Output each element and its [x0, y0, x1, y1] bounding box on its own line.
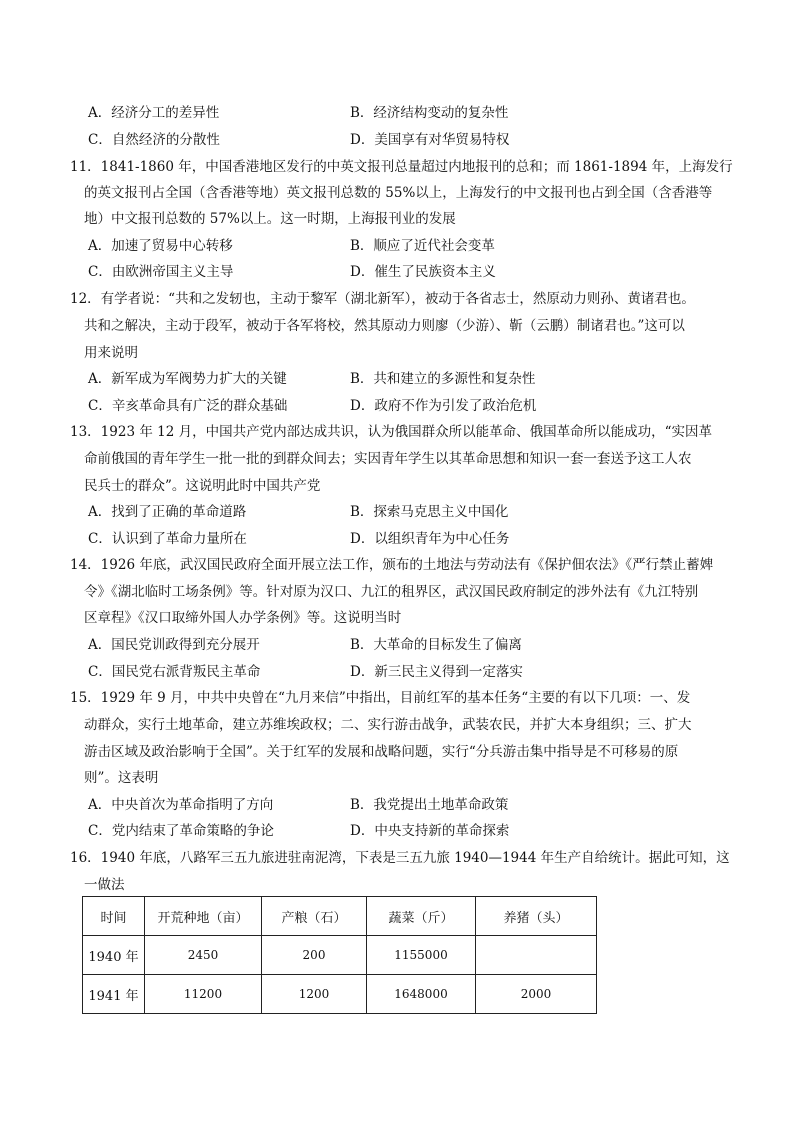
q12-option-b: B．共和建立的多源性和复杂性 — [350, 371, 536, 387]
q11-option-a: A．加速了贸易中心转移 — [88, 238, 233, 254]
q12-option-d: D．政府不作为引发了政治危机 — [350, 398, 537, 414]
q15-stem-line-4: 则”。这表明 — [84, 770, 159, 786]
q11-stem-line-1: 11．1841-1860 年，中国香港地区发行的中英文报刊总量超过内地报刊的总和；而 1861-1894 年，上海发行 — [70, 159, 733, 175]
q13-stem-line-3: 民兵士的群众”。这说明此时中国共产党 — [84, 478, 321, 494]
table-header-cell: 产粮（石） — [262, 897, 367, 936]
table-cell: 200 — [262, 936, 367, 975]
q11-option-d: D．催生了民族资本主义 — [350, 264, 496, 280]
table-cell: 1155000 — [367, 936, 476, 975]
table-cell: 1200 — [262, 975, 367, 1014]
q16-stem-line-2: 一做法 — [84, 877, 125, 893]
q13-option-d: D．以组织青年为中心任务 — [350, 531, 510, 547]
q12-stem-line-3: 用来说明 — [84, 345, 138, 361]
q11-stem-line-3: 地）中文报刊总数的 57%以上。这一时期，上海报刊业的发展 — [84, 211, 456, 227]
q15-option-c: C．党内结束了革命策略的争论 — [88, 823, 274, 839]
table-cell — [476, 936, 597, 975]
q13-stem-line-1: 13．1923 年 12 月，中国共产党内部达成共识，认为俄国群众所以能革命、俄国革命所以能成功，“实因革 — [70, 424, 712, 440]
table-cell: 1941 年 — [83, 975, 145, 1014]
q10-option-a: A．经济分工的差异性 — [88, 105, 220, 121]
q12-option-c: C．辛亥革命具有广泛的群众基础 — [88, 398, 288, 414]
q14-stem-line-1: 14．1926 年底，武汉国民政府全面开展立法工作，颁布的土地法与劳动法有《保护佃农法》《严行禁止蓄婢 — [70, 557, 714, 573]
q12-stem-line-1: 12．有学者说：“共和之发轫也，主动于黎军（湖北新军），被动于各省志士，然原动力则孙、黄诸君也。 — [70, 291, 695, 307]
q15-option-a: A．中央首次为革命指明了方向 — [88, 797, 274, 813]
q10-option-c: C．自然经济的分散性 — [88, 132, 220, 148]
table-header-cell: 时间 — [83, 897, 145, 936]
q15-option-b: B．我党提出土地革命政策 — [350, 797, 509, 813]
table-cell: 2450 — [145, 936, 262, 975]
table-header-cell: 养猪（头） — [476, 897, 597, 936]
q14-stem-line-2: 令》《湖北临时工场条例》等。针对原为汉口、九江的租界区，武汉国民政府制定的涉外法有《九江特别 — [84, 584, 699, 600]
q15-stem-line-2: 动群众，实行土地革命，建立苏维埃政权；二、实行游击战争，武装农民，并扩大本身组织；三、扩大 — [84, 717, 692, 733]
q14-option-c: C．国民党右派背叛民主革命 — [88, 664, 261, 680]
table-cell: 2000 — [476, 975, 597, 1014]
q14-stem-line-3: 区章程》《汉口取缔外国人办学条例》等。这说明当时 — [84, 610, 402, 626]
table-header-cell: 蔬菜（斤） — [367, 897, 476, 936]
q12-option-a: A．新军成为军阀势力扩大的关键 — [88, 371, 287, 387]
table-cell: 1940 年 — [83, 936, 145, 975]
q11-stem-line-2: 的英文报刊占全国（含香港等地）英文报刊总数的 55%以上，上海发行的中文报刊也占到全国（含香港等 — [84, 185, 713, 201]
q13-option-b: B．探索马克思主义中国化 — [350, 504, 509, 520]
q14-option-a: A．国民党训政得到充分展开 — [88, 637, 260, 653]
table-row — [83, 975, 597, 1014]
q16-stem-line-1: 16．1940 年底，八路军三五九旅进驻南泥湾，下表是三五九旅 1940—1944 年生产自给统计。据此可知，这 — [70, 850, 730, 866]
q13-option-c: C．认识到了革命力量所在 — [88, 531, 247, 547]
q13-option-a: A．找到了正确的革命道路 — [88, 504, 247, 520]
q12-stem-line-2: 共和之解决，主动于段军，被动于各军将校，然其原动力则廖（少游）、靳（云鹏）制诸君也。”这可以 — [84, 318, 685, 334]
table-header-row — [83, 897, 597, 936]
table-row — [83, 936, 597, 975]
q11-option-b: B．顺应了近代社会变革 — [350, 238, 495, 254]
table-header-cell: 开荒种地（亩） — [145, 897, 262, 936]
q10-option-d: D．美国享有对华贸易特权 — [350, 132, 510, 148]
q15-stem-line-3: 游击区域及政治影响于全国”。关于红军的发展和战略问题，实行“分兵游击集中指导是不可移易的原 — [84, 744, 679, 760]
q14-option-d: D．新三民主义得到一定落实 — [350, 664, 523, 680]
q11-option-c: C．由欧洲帝国主义主导 — [88, 264, 234, 280]
q15-option-d: D．中央支持新的革命探索 — [350, 823, 510, 839]
q14-option-b: B．大革命的目标发生了偏离 — [350, 637, 522, 653]
q13-stem-line-2: 命前俄国的青年学生一批一批的到群众间去；实因青年学生以其革命思想和知识一套一套送予这工人农 — [84, 451, 692, 467]
q15-stem-line-1: 15．1929 年 9 月，中共中央曾在“九月来信”中指出，目前红军的基本任务“主要的有以下几项：一、发 — [70, 690, 691, 706]
production-statistics-table — [82, 896, 597, 1014]
table-cell: 1648000 — [367, 975, 476, 1014]
table-cell: 11200 — [145, 975, 262, 1014]
q10-option-b: B．经济结构变动的复杂性 — [350, 105, 509, 121]
